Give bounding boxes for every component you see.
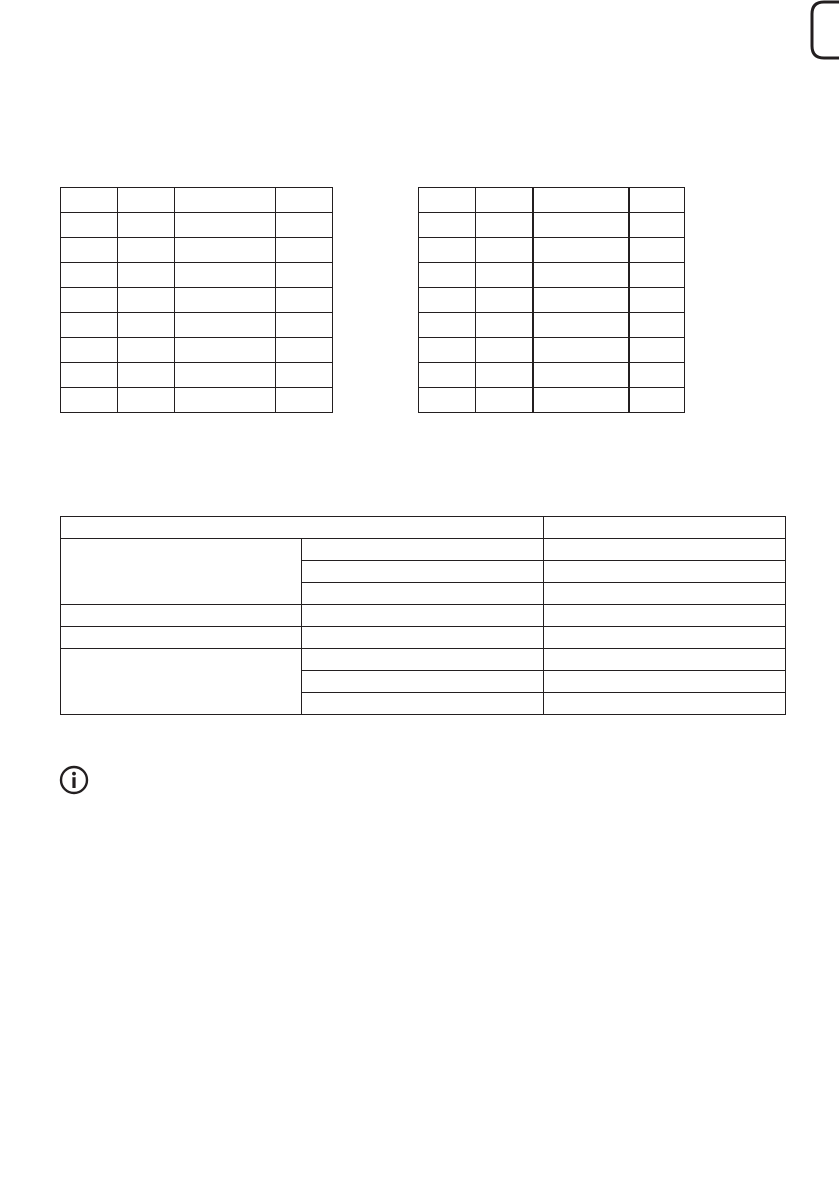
table-cell (476, 238, 533, 263)
table-cell (175, 313, 276, 338)
table-cell (175, 213, 276, 238)
table-cell (419, 338, 476, 363)
table-cell (629, 288, 685, 313)
table-cell (276, 388, 333, 413)
table-cell (419, 388, 476, 413)
table-row (61, 605, 786, 627)
table-cell (544, 539, 786, 561)
table-cell (629, 213, 685, 238)
table-right (418, 187, 685, 413)
table-row (419, 188, 685, 213)
table-row (419, 313, 685, 338)
table-cell (276, 313, 333, 338)
table-cell (276, 338, 333, 363)
table-cell (476, 338, 533, 363)
table-cell (61, 627, 302, 649)
table-cell (544, 693, 786, 715)
table-cell (175, 338, 276, 363)
table-row (419, 213, 685, 238)
table-cell (544, 561, 786, 583)
table-cell (533, 238, 629, 263)
table-cell (118, 338, 175, 363)
table-cell (476, 213, 533, 238)
table-left (60, 187, 333, 413)
table-cell (276, 288, 333, 313)
table-row (61, 539, 786, 561)
table-cell (419, 288, 476, 313)
table-cell (476, 388, 533, 413)
table-cell (419, 363, 476, 388)
table-cell (276, 188, 333, 213)
table-row (61, 263, 333, 288)
table-cell (533, 388, 629, 413)
table-cell (175, 288, 276, 313)
table-row (61, 288, 333, 313)
table-cell (629, 263, 685, 288)
table-cell (302, 583, 544, 605)
table-cell (61, 517, 544, 539)
table-cell (629, 388, 685, 413)
table-cell (544, 583, 786, 605)
table-cell (302, 605, 544, 627)
table-cell (61, 313, 118, 338)
table-cell (476, 363, 533, 388)
table-cell (61, 605, 302, 627)
table-cell (276, 213, 333, 238)
table-cell (533, 338, 629, 363)
table-cell (533, 363, 629, 388)
table-row (61, 238, 333, 263)
table-row (419, 288, 685, 313)
table-cell (419, 213, 476, 238)
table-bottom (60, 516, 786, 715)
table-cell (61, 288, 118, 313)
table-row (61, 213, 333, 238)
table-cell (118, 288, 175, 313)
table-header-row (61, 517, 786, 539)
table-cell (118, 388, 175, 413)
table-cell (118, 363, 175, 388)
table-cell (61, 238, 118, 263)
table-cell (629, 338, 685, 363)
table-cell (533, 313, 629, 338)
table-cell (476, 313, 533, 338)
table-row (419, 363, 685, 388)
table-cell (175, 188, 276, 213)
table-cell (476, 263, 533, 288)
table-cell (302, 539, 544, 561)
table-cell (629, 313, 685, 338)
group-label-cell (61, 539, 302, 605)
table-row (61, 363, 333, 388)
table-cell (61, 388, 118, 413)
table-cell (544, 649, 786, 671)
table-row (61, 338, 333, 363)
table-cell (118, 263, 175, 288)
table-row (61, 188, 333, 213)
table-cell (118, 188, 175, 213)
group-label-cell (61, 649, 302, 715)
table-cell (302, 671, 544, 693)
tab-corner-icon (810, 0, 839, 60)
table-cell (629, 363, 685, 388)
table-cell (533, 263, 629, 288)
table-cell (476, 288, 533, 313)
info-icon (59, 765, 89, 795)
table-row (61, 313, 333, 338)
table-cell (302, 693, 544, 715)
table-cell (533, 188, 629, 213)
table-cell (61, 363, 118, 388)
table-cell (175, 363, 276, 388)
table-cell (175, 263, 276, 288)
table-cell (276, 263, 333, 288)
table-cell (302, 627, 544, 649)
table-cell (476, 188, 533, 213)
table-cell (61, 263, 118, 288)
table-cell (175, 238, 276, 263)
table-cell (61, 213, 118, 238)
table-row (419, 388, 685, 413)
table-cell (629, 188, 685, 213)
table-row (61, 627, 786, 649)
table-cell (276, 363, 333, 388)
table-cell (544, 627, 786, 649)
table-cell (533, 288, 629, 313)
table-row (419, 263, 685, 288)
table-cell (533, 213, 629, 238)
table-cell (419, 263, 476, 288)
table-cell (175, 388, 276, 413)
table-cell (118, 238, 175, 263)
table-cell (302, 649, 544, 671)
table-cell (276, 238, 333, 263)
table-row (61, 388, 333, 413)
table-row (61, 649, 786, 671)
table-cell (544, 605, 786, 627)
table-cell (118, 313, 175, 338)
table-cell (629, 238, 685, 263)
table-cell (118, 213, 175, 238)
table-row (419, 338, 685, 363)
table-cell (61, 338, 118, 363)
table-cell (61, 188, 118, 213)
table-cell (302, 561, 544, 583)
table-cell (544, 517, 786, 539)
table-cell (419, 188, 476, 213)
table-cell (419, 313, 476, 338)
table-cell (544, 671, 786, 693)
table-cell (419, 238, 476, 263)
table-row (419, 238, 685, 263)
